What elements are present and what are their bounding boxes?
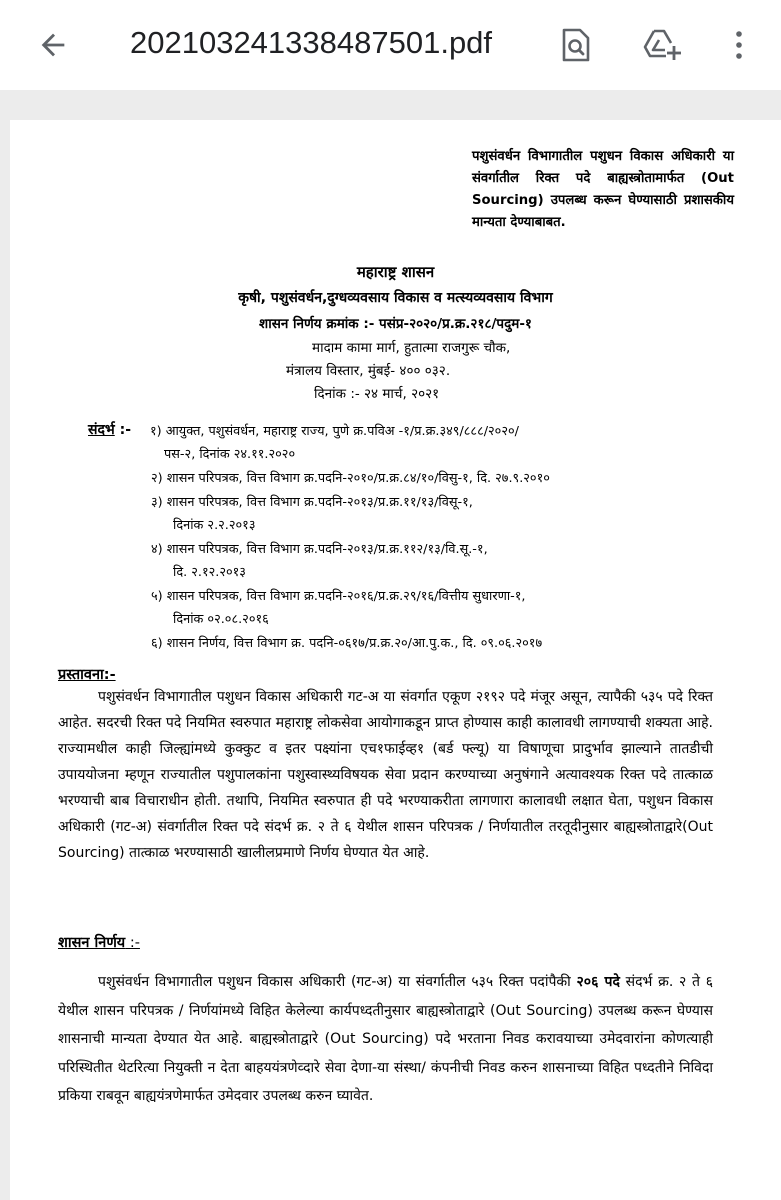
reference-item: दिनांक ०२.०८.२०१६: [173, 612, 269, 627]
document-content: [10, 120, 781, 1200]
reference-item: ४) शासन परिपत्रक, वित्त विभाग क्र.पदनि-२०१३/प्र.क्र.११२/१३/वि.सू.-१,: [151, 542, 488, 557]
search-document-icon: [561, 28, 591, 62]
add-to-drive-icon: [643, 28, 683, 62]
department-heading: कृषी, पशुसंवर्धन,दुग्धव्यवसाय विकास व मत्स्यव्यवसाय विभाग: [238, 290, 553, 306]
reference-item: पस-२, दिनांक २४.११.२०२०: [164, 447, 296, 462]
address-line-2: मंत्रालय विस्तार, मुंबई- ४०० ०३२.: [286, 363, 451, 379]
more-vert-icon: [734, 30, 744, 60]
reference-item: १) आयुक्त, पशुसंवर्धन, महाराष्ट्र राज्य, पुणे क्र.पविअ -१/प्र.क्र.३४९/८८८/२०२०/: [150, 424, 519, 439]
reference-item: दि. २.१२.२०१३: [173, 565, 246, 580]
decision-title: शासन निर्णय :-: [58, 935, 140, 951]
reference-item: ६) शासन निर्णय, वित्त विभाग क्र. पदनि-०६१७/प्र.क्र.२०/आ.पु.क., दि. ०९.०६.२०१७: [151, 636, 543, 651]
reference-item: ५) शासन परिपत्रक, वित्त विभाग क्र.पदनि-२०१६/प्र.क्र.२९/१६/वित्तीय सुधारणा-१,: [151, 589, 526, 604]
back-button[interactable]: [30, 22, 76, 68]
government-heading: महाराष्ट्र शासन: [356, 263, 435, 281]
decision-paragraph: पशुसंवर्धन विभागातील पशुधन विकास अधिकारी (गट-अ) या संवर्गातील ५३५ रिक्त पदांपैकी २०६ पदे संदर्भ क्र. २ ते ६ येथील शासन परिपत्रक / निर्णयांमध्ये विहित केलेल्या कार्यपध्दतीनुसार बाह्यस्त्रोताद्वारे (Out Sourcing) उपलब्ध करून घेण्यास शासनाची मान्यता देण्यात येत आहे. बाह्यस्त्रोताद्वारे (Out Sourcing) पदे भरताना निवड करावयाच्या उमेदवारांना कोणत्याही परिस्थितीत थेटरित्या नियुक्ती न देता बाहययंत्रणेव्दारे सेवा देणा-या संस्था/ कंपनीची निवड करुन शासनाच्या विहित पध्दतीने निविदा प्रकिया राबवून बाह्ययंत्रणेमार्फत उमेदवार उपलब्ध करुन घ्यावेत.: [58, 974, 713, 1104]
subject-block: पशुसंवर्धन विभागातील पशुधन विकास अधिकारी या संवर्गातील रिक्त पदे बाह्यस्त्रोतामार्फत (Out Sourcing) उपलब्ध करून घेण्यासाठी प्रशासकीय मान्यता देण्याबाबत.: [472, 149, 734, 230]
pdf-page[interactable]: [10, 120, 781, 1200]
back-arrow-icon: [36, 28, 70, 62]
app-bar: [0, 0, 781, 90]
search-document-button[interactable]: [553, 22, 599, 68]
preamble-paragraph: पशुसंवर्धन विभागातील पशुधन विकास अधिकारी गट-अ या संवर्गात एकूण २१९२ पदे मंजूर असून, त्यापैकी ५३५ पदे रिक्त आहेत. सदरची रिक्त पदे नियमित स्वरुपात महाराष्ट्र लोकसेवा आयोगाकडून प्राप्त होण्यास काही कालावधी लागण्याची शक्यता आहे. राज्यामधील काही जिल्ह्यांमध्ये कुक्कुट व इतर पक्ष्यांना एच१फाईव्ह१ (बर्ड फ्ल्यू) या विषाणूचा प्रादुर्भाव झाल्याने तातडीची उपाययोजना म्हणून राज्यातील पशुपालकांना पशुस्वास्थ्यविषयक सेवा प्रदान करण्याच्या अनुषंगाने अत्यावश्यक रिक्त पदे तात्काळ भरण्याची बाब विचाराधीन होती. तथापि, नियमित स्वरुपात ही पदे भरण्याकरीता लागणारा कालावधी लक्षात घेता, पशुधन विकास अधिकारी (गट-अ) संवर्गातील रिक्त पदे संदर्भ क्र. २ ते ६ येथील शासन परिपत्रक / निर्णयातील तरतूदीनुसार बाह्यस्त्रोताद्वारे(Out Sourcing) तात्काळ भरण्यासाठी खालीलप्रमाणे निर्णय घेण्यात येत आहे.: [58, 689, 713, 861]
reference-item: २) शासन परिपत्रक, वित्त विभाग क्र.पदनि-२०१०/प्र.क्र.८४/१०/विसु-१, दि. २७.९.२०१०: [151, 471, 550, 486]
gr-number: शासन निर्णय क्रमांक :- पसंप्र-२०२०/प्र.क्र.२१८/पदुम-१: [259, 316, 532, 332]
document-date: दिनांक :- २४ मार्च, २०२१: [314, 386, 440, 402]
address-line-1: मादाम कामा मार्ग, हुतात्मा राजगुरू चौक,: [312, 340, 511, 356]
reference-label: संदर्भ :-: [88, 422, 132, 438]
reference-item: ३) शासन परिपत्रक, वित्त विभाग क्र.पदनि-२०१३/प्र.क्र.११/१३/विसू-१,: [151, 495, 473, 510]
reference-item: दिनांक २.२.२०१३: [173, 518, 256, 533]
more-options-button[interactable]: [716, 22, 762, 68]
file-name: 20210324133848​7501.pdf: [130, 25, 493, 60]
decision-highlight: २०६ पदे: [576, 974, 620, 990]
add-to-drive-button[interactable]: [640, 22, 686, 68]
preamble-title: प्रस्तावना:-: [58, 667, 116, 683]
